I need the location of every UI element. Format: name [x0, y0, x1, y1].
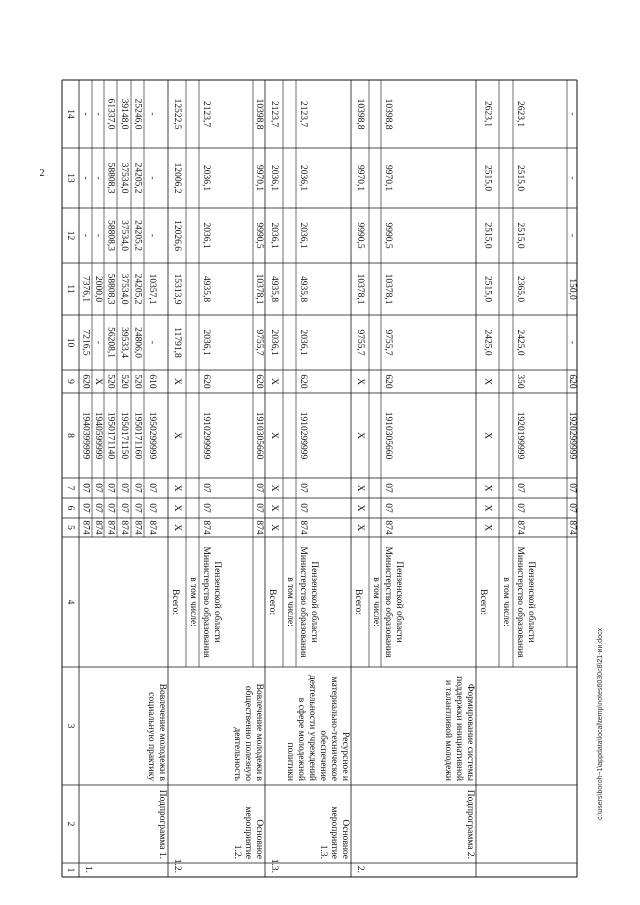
row-recipient: Пензенской области [525, 561, 536, 643]
code-cell: 24205,2 [132, 273, 143, 305]
value-cell: 15313,9 [171, 273, 182, 305]
value-cell: 874 [200, 520, 211, 535]
code-cell: 37534,0 [118, 162, 129, 194]
row-number: 1.2. [171, 858, 182, 873]
value-cell: - [566, 233, 577, 238]
value-cell: X [354, 484, 365, 492]
value-cell: 2425,0 [514, 329, 525, 356]
row-number: 1. [82, 865, 93, 873]
value-cell: 2036,1 [200, 222, 211, 249]
code-cell: X [92, 378, 103, 385]
row-description: социальную практику [145, 692, 156, 781]
code-cell: - [92, 233, 103, 238]
value-cell: X [354, 504, 365, 512]
value-cell: 874 [382, 520, 393, 535]
value-cell: 4935,8 [200, 275, 211, 303]
value-cell: 07 [200, 483, 211, 493]
code-cell: - [146, 176, 157, 180]
value-cell: 07 [253, 503, 264, 513]
row-program-name: Подпрограмма 1. [156, 789, 167, 859]
code-cell: 1950171150 [118, 411, 129, 460]
value-cell: 1910299999 [200, 411, 211, 460]
value-cell: 4935,8 [297, 275, 308, 303]
row-program-name: 1.2. [231, 844, 242, 859]
value-cell: 2515,0 [482, 275, 493, 303]
row-description: Формирование системы [464, 683, 475, 781]
code-cell: 07 [132, 503, 143, 513]
value-cell: 2036,1 [268, 329, 279, 356]
value-cell: 10378,1 [382, 273, 393, 305]
row-recipient: Министерство образования [297, 546, 308, 658]
value-cell: 2123,7 [297, 100, 308, 128]
value-cell: 2036,1 [268, 164, 279, 192]
value-cell: 9990,5 [253, 222, 264, 249]
code-cell: 874 [146, 520, 157, 535]
code-cell: 07 [80, 503, 91, 513]
value-cell: 07 [382, 483, 393, 493]
code-cell: 874 [132, 520, 143, 535]
value-cell: 07 [566, 483, 577, 493]
row-number: 2. [354, 865, 365, 873]
row-program-name: мероприятие [328, 806, 339, 859]
code-cell: 874 [80, 520, 91, 535]
row-description: и талантливой молодежи [442, 680, 453, 781]
code-cell: 37534,0 [118, 273, 129, 305]
code-cell: 58808,3 [105, 273, 116, 305]
value-cell: 07 [514, 503, 525, 513]
value-cell: 11791,8 [171, 327, 182, 358]
code-cell: 874 [105, 520, 116, 535]
row-recipient: Пензенской области [393, 561, 404, 643]
code-cell: 620 [80, 374, 91, 389]
column-number-4: 4 [64, 599, 75, 605]
value-cell: 1920299999 [566, 411, 577, 460]
value-cell: 2123,7 [200, 100, 211, 128]
value-cell: 2036,1 [297, 329, 308, 356]
code-cell: 56208,1 [105, 327, 116, 358]
code-cell: 07 [118, 503, 129, 513]
code-cell: 1940399999 [80, 411, 91, 460]
row-recipient: Министерство образования [514, 546, 525, 658]
value-cell: 2425,0 [482, 329, 493, 356]
value-cell: 874 [253, 520, 264, 535]
code-cell: 24806,0 [132, 327, 143, 358]
value-cell: 9755,7 [253, 329, 264, 356]
value-cell: 07 [566, 503, 577, 513]
value-cell: 874 [514, 520, 525, 535]
value-cell: 620 [200, 374, 211, 389]
column-number-12: 12 [64, 230, 75, 241]
code-cell: 874 [92, 520, 103, 535]
value-cell: 10398,8 [354, 98, 365, 130]
row-recipient: Всего: [352, 589, 363, 615]
value-cell: 1910305660 [253, 411, 264, 460]
row-program-name: Основное [253, 819, 264, 859]
code-cell: 07 [118, 483, 129, 493]
value-cell: 9970,1 [253, 164, 264, 192]
row-recipient: Министерство образования [382, 546, 393, 658]
value-cell: 620 [297, 374, 308, 389]
row-recipient: в том числе: [187, 577, 198, 627]
code-cell: 10357,1 [146, 273, 157, 305]
row-program-name: Основное [339, 819, 350, 859]
value-cell: 9990,5 [382, 222, 393, 249]
code-cell: 07 [146, 483, 157, 493]
row-description: обеспечение [317, 730, 328, 781]
value-cell: 2036,1 [268, 222, 279, 249]
column-number-9: 9 [64, 379, 75, 384]
value-cell: - [566, 340, 577, 345]
code-cell: - [80, 233, 91, 238]
code-cell: 39148,0 [118, 98, 129, 130]
value-cell: 9970,1 [382, 164, 393, 192]
code-cell: 07 [92, 483, 103, 493]
value-cell: X [268, 432, 279, 439]
row-program-name: Подпрограмма 2. [464, 789, 475, 859]
value-cell: X [482, 432, 493, 439]
row-recipient: Пензенской области [308, 561, 319, 643]
code-cell: 07 [80, 483, 91, 493]
value-cell: 10398,8 [382, 98, 393, 130]
value-cell: X [268, 484, 279, 492]
code-cell: - [92, 112, 103, 116]
value-cell: 2515,0 [482, 164, 493, 192]
value-cell: 9970,1 [354, 164, 365, 192]
row-description: Вовлечение молодежи в [253, 683, 264, 781]
row-description: Вовлечение молодежи в [156, 683, 167, 781]
value-cell: 12006,2 [171, 162, 182, 194]
value-cell: 07 [297, 483, 308, 493]
code-cell: 7216,5 [80, 329, 91, 356]
code-cell: 37534,0 [118, 220, 129, 251]
column-number-6: 6 [64, 505, 75, 511]
code-cell: - [146, 340, 157, 345]
row-recipient: Пензенской области [211, 561, 222, 643]
value-cell: X [171, 524, 182, 531]
column-number-5: 5 [64, 525, 75, 530]
value-cell: 12026,6 [171, 220, 182, 251]
value-cell: 10398,8 [253, 98, 264, 130]
column-number-13: 13 [64, 173, 75, 183]
code-cell: 520 [105, 374, 116, 389]
value-cell: - [566, 112, 577, 116]
value-cell: X [482, 504, 493, 512]
value-cell: 350 [514, 374, 525, 389]
code-cell: 07 [146, 503, 157, 513]
code-cell: 1950171160 [132, 411, 143, 460]
value-cell: 9755,7 [382, 329, 393, 356]
code-cell: 61337,0 [105, 98, 116, 130]
value-cell: 07 [514, 483, 525, 493]
row-recipient: в том числе: [500, 577, 511, 627]
value-cell: 10378,1 [253, 273, 264, 305]
code-cell: 1950171140 [105, 411, 116, 460]
value-cell: 2623,1 [514, 100, 525, 128]
value-cell: 2123,7 [268, 100, 279, 128]
column-number-10: 10 [64, 337, 75, 348]
value-cell: 2036,1 [200, 329, 211, 356]
code-cell: 24205,2 [132, 162, 143, 194]
value-cell: 9990,5 [354, 222, 365, 249]
code-cell: 1950299999 [146, 411, 157, 460]
code-cell: 07 [105, 483, 116, 493]
value-cell: 12522,5 [171, 98, 182, 130]
code-cell: - [80, 176, 91, 180]
code-cell: 25246,0 [132, 98, 143, 130]
code-cell: 24205,2 [132, 220, 143, 251]
value-cell: X [171, 504, 182, 512]
code-cell: 7376,1 [80, 275, 91, 303]
value-cell: X [171, 484, 182, 492]
code-cell: - [146, 233, 157, 238]
value-cell: 2036,1 [297, 222, 308, 249]
value-cell: 620 [253, 374, 264, 389]
row-description: в сфере молодежной [295, 697, 306, 781]
value-cell: 2515,0 [482, 222, 493, 249]
value-cell: X [354, 378, 365, 385]
row-description: поддержки инициативной [453, 676, 464, 781]
value-cell: X [171, 378, 182, 385]
value-cell: 874 [297, 520, 308, 535]
code-cell: - [92, 340, 103, 345]
value-cell: 1910299999 [297, 411, 308, 460]
code-cell: - [80, 112, 91, 116]
code-cell: 2000,0 [92, 275, 103, 303]
column-number-2: 2 [64, 821, 75, 827]
code-cell: 58808,3 [105, 162, 116, 194]
row-recipient: Всего: [266, 589, 277, 615]
value-cell: X [354, 432, 365, 439]
code-cell: 39533,4 [118, 327, 129, 358]
value-cell: 07 [297, 503, 308, 513]
value-cell: X [268, 378, 279, 385]
column-number-7: 7 [64, 485, 75, 491]
value-cell: X [354, 524, 365, 531]
row-description: деятельность [231, 727, 242, 781]
code-cell: 1940599999 [92, 411, 103, 460]
code-cell: 610 [146, 374, 157, 389]
value-cell: 2365,0 [514, 275, 525, 303]
row-number: 1.3. [268, 858, 279, 873]
value-cell: X [268, 504, 279, 512]
value-cell: - [566, 176, 577, 180]
value-cell: X [482, 524, 493, 531]
page-number: 2 [39, 168, 45, 179]
row-description: материально-техническое [328, 676, 339, 781]
code-cell: 874 [118, 520, 129, 535]
value-cell: 874 [566, 520, 577, 535]
value-cell: X [268, 524, 279, 531]
row-program-name: 1.3. [317, 844, 328, 859]
value-cell: X [482, 378, 493, 385]
value-cell: 07 [253, 483, 264, 493]
row-program-name: мероприятие [242, 806, 253, 859]
value-cell: X [171, 432, 182, 439]
value-cell: 2515,0 [514, 222, 525, 249]
row-recipient: Министерство образования [200, 546, 211, 658]
code-cell: - [92, 176, 103, 180]
value-cell: 620 [382, 374, 393, 389]
row-recipient: Всего: [477, 589, 488, 615]
value-cell: 2036,1 [200, 164, 211, 192]
footer-file-path-text: c:\users\boroh~1\appdata\local\temp\notes6030c8\21-ии.docx [597, 627, 604, 820]
code-cell: 58808,3 [105, 220, 116, 251]
value-cell: 2036,1 [297, 164, 308, 192]
row-description: политики [284, 742, 295, 781]
value-cell: 2623,1 [482, 100, 493, 128]
code-cell: 07 [132, 483, 143, 493]
value-cell: 1920199999 [514, 411, 525, 460]
code-cell: 07 [92, 503, 103, 513]
code-cell: 520 [132, 374, 143, 389]
value-cell: 07 [200, 503, 211, 513]
value-cell: 4935,8 [268, 275, 279, 303]
value-cell: 9755,7 [354, 329, 365, 356]
code-cell: - [146, 112, 157, 116]
row-recipient: Всего: [169, 589, 180, 615]
code-cell: 520 [118, 374, 129, 389]
value-cell: 1910305660 [382, 411, 393, 460]
column-number-11: 11 [64, 284, 75, 294]
value-cell: 10378,1 [354, 273, 365, 305]
column-number-14: 14 [64, 109, 75, 119]
row-recipient: в том числе: [370, 577, 381, 627]
column-number-8: 8 [64, 433, 75, 438]
value-cell: 620 [566, 374, 577, 389]
row-description: общественно полезную [242, 685, 253, 781]
value-cell: X [482, 484, 493, 492]
code-cell: 07 [105, 503, 116, 513]
value-cell: 150,0 [566, 278, 577, 300]
value-cell: 07 [382, 503, 393, 513]
row-recipient: в том числе: [284, 577, 295, 627]
row-description: Ресурсное и [339, 731, 350, 781]
column-number-1: 1 [64, 867, 75, 873]
row-description: деятельности учреждений [306, 674, 317, 781]
column-number-3: 3 [64, 723, 75, 729]
value-cell: 2515,0 [514, 164, 525, 192]
